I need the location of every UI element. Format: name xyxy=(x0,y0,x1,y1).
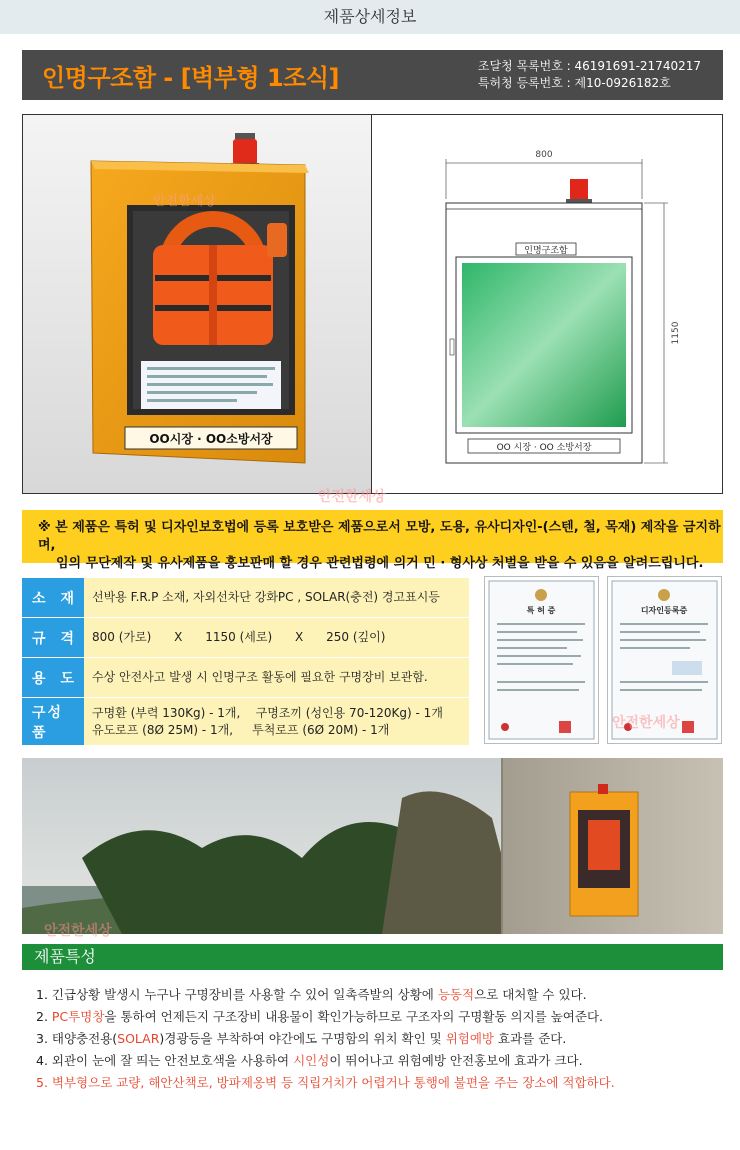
patent-number: 특허청 등록번호 : 제10-0926182호 xyxy=(477,76,671,90)
spec-table xyxy=(22,578,469,745)
photo-watermark: 안전한세상 xyxy=(153,194,216,209)
spec-label-size: 규 격 xyxy=(22,618,84,657)
page-title: 제품상세정보 xyxy=(323,7,417,26)
watermark-center: 안전한세상 xyxy=(318,489,386,505)
watermark-cert: 안전한세상 xyxy=(612,715,680,731)
spec-row-use xyxy=(22,658,469,698)
design-title: 디자인등록증 xyxy=(640,606,688,615)
notice-line-1: ※ 본 제품은 특허 및 디자인보호법에 등록 보호받은 제품으로서 모방, 도용, 유사디자인-(스텐, 철, 목재) 제작을 금지하며, xyxy=(38,520,721,553)
feature-item-4: 4. 외관이 눈에 잘 띄는 안전보호색을 사용하여 시인성이 뛰어나고 위험예방 안전홍보에 효과가 크다. xyxy=(36,1053,583,1068)
features-header: 제품특성 xyxy=(22,944,723,970)
patent-certificate-image xyxy=(485,577,598,743)
spec-value-use: 수상 안전사고 발생 시 인명구조 활동에 필요한 구명장비 보관함. xyxy=(84,658,469,697)
spec-row-components xyxy=(22,698,469,745)
spec-label-use: 용 도 xyxy=(22,658,84,697)
feature-item-3: 3. 태양충전용(SOLAR)경광등을 부착하여 야간에도 구명함의 위치 확인 및 위험예방 효과를 준다. xyxy=(36,1031,567,1046)
spec-value-components: 구명환 (부력 130Kg) - 1개, 구명조끼 (성인용 70-120Kg) - 1개 유도로프 (8Ø 25M) - 1개, 투척로프 (6Ø 20M) - 1개 xyxy=(84,698,469,745)
spec-row-material xyxy=(22,578,469,618)
installation-photo xyxy=(22,758,723,934)
spec-value-material: 선박용 F.R.P 소재, 자외선차단 강화PC , SOLAR(충전) 경고표시등 xyxy=(84,578,469,617)
drawing-bottom-label: OO 시장 · OO 소방서장 xyxy=(496,443,592,453)
spec-label-material: 소 재 xyxy=(22,578,84,617)
drawing-top-label: 인명구조함 xyxy=(524,246,568,256)
product-header xyxy=(22,50,723,100)
spec-row-size xyxy=(22,618,469,658)
features-list xyxy=(36,984,726,1094)
feature-item-5: 5. 벽부형으로 교량, 해안산책로, 방파제옹벽 등 직립거치가 어렵거나 통행에 불편을 주는 장소에 적합하다. xyxy=(36,1075,615,1090)
drawing-height-label: 1150 xyxy=(671,321,681,345)
watermark-photo: 안전한세상 xyxy=(44,923,112,939)
copyright-notice xyxy=(22,510,723,571)
registration-info xyxy=(478,58,701,92)
box-sign-text: OO시장 · OO소방서장 xyxy=(149,432,273,446)
product-title: 인명구조함 - [벽부형 1조식] xyxy=(42,64,340,92)
drawing-width-label: 800 xyxy=(535,150,553,160)
installation-scene xyxy=(22,758,723,934)
procurement-number: 조달청 목록번호 : 46191691-21740217 xyxy=(477,59,701,73)
feature-item-1: 1. 긴급상황 발생시 누구나 구명장비를 사용할 수 있어 일촉즉발의 상황에 능동적으로 대처할 수 있다. xyxy=(36,987,587,1002)
patent-title: 특 허 증 xyxy=(526,606,556,615)
spec-label-components: 구성품 xyxy=(22,698,84,745)
page-title-bar xyxy=(0,0,740,34)
product-photo xyxy=(23,115,371,493)
patent-certificate xyxy=(484,576,599,744)
technical-drawing xyxy=(372,115,722,493)
spec-value-size: 800 (가로) X 1150 (세로) X 250 (깊이) xyxy=(84,618,469,657)
notice-line-2: 임의 무단제작 및 유사제품을 홍보판매 할 경우 관련법령에 의거 민 · 형사상 처벌을 받을 수 있음을 알려드립니다. xyxy=(56,556,704,571)
feature-item-2: 2. PC투명창을 통하여 언제든지 구조장비 내용물이 확인가능하므로 구조자의 구명활동 의지를 높여준다. xyxy=(36,1009,603,1024)
product-image-box xyxy=(22,114,723,494)
